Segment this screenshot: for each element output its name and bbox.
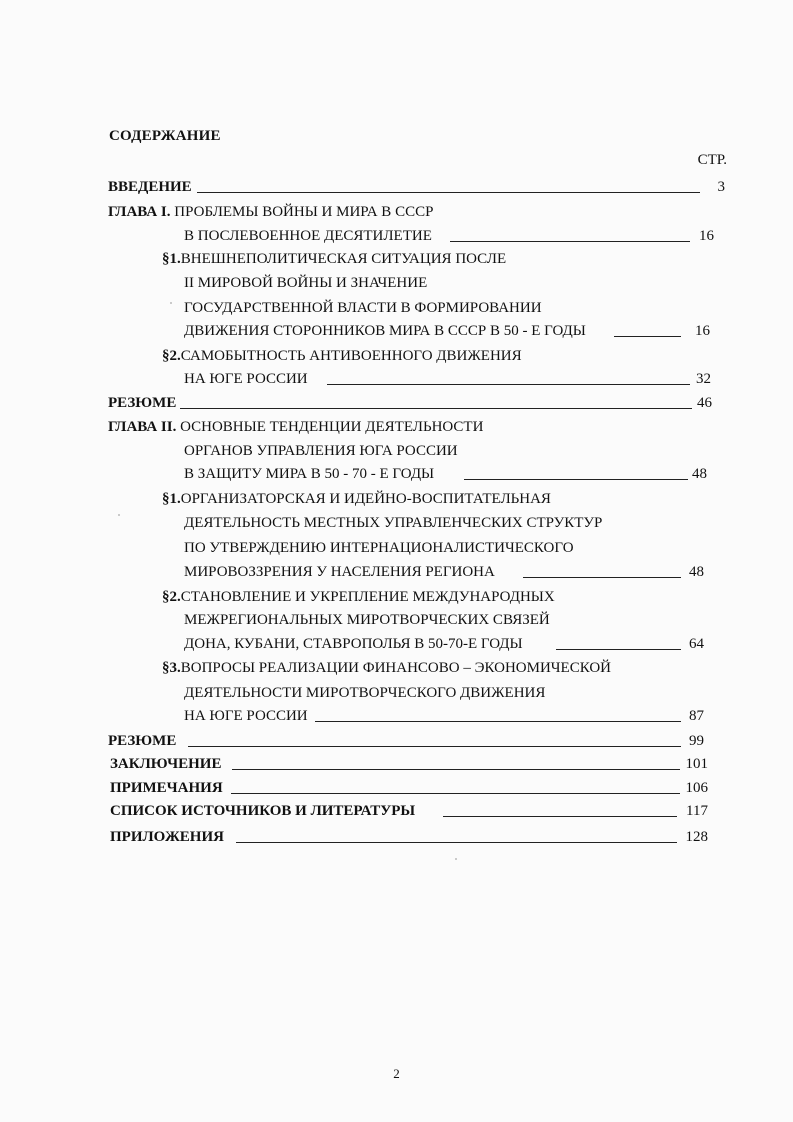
leader-line xyxy=(443,816,677,817)
toc-entry xyxy=(184,537,574,559)
toc-entry-text: ДВИЖЕНИЯ СТОРОННИКОВ МИРА В СССР В 50 - Е ГОДЫ xyxy=(184,323,586,339)
toc-entry-heading: ЗАКЛЮЧЕНИЕ xyxy=(110,756,222,772)
toc-entry-text: НА ЮГЕ РОССИИ xyxy=(184,708,308,724)
toc-page-number: 64 xyxy=(689,636,704,652)
page-column-header: СТР. xyxy=(697,152,727,168)
toc-page-number: 128 xyxy=(685,829,708,845)
toc-entry-text: МЕЖРЕГИОНАЛЬНЫХ МИРОТВОРЧЕСКИХ СВЯЗЕЙ xyxy=(184,612,550,628)
toc-entry xyxy=(110,777,223,799)
toc-entry xyxy=(108,416,483,438)
toc-entry-heading: ГЛАВА II. xyxy=(108,419,177,435)
scan-speck xyxy=(455,858,457,860)
toc-page-number: 16 xyxy=(699,228,714,244)
toc-entry-heading: §1. xyxy=(162,251,181,267)
toc-entry-heading: ПРИМЕЧАНИЯ xyxy=(110,780,223,796)
leader-line xyxy=(464,479,688,480)
toc-entry-text: ДЕЯТЕЛЬНОСТЬ МЕСТНЫХ УПРАВЛЕНЧЕСКИХ СТРУКТУР xyxy=(184,515,603,531)
toc-entry xyxy=(184,705,308,727)
toc-page-number: 46 xyxy=(697,395,712,411)
leader-line xyxy=(236,842,677,843)
toc-entry xyxy=(110,826,224,848)
toc-entry-text: ПРОБЛЕМЫ ВОЙНЫ И МИРА В СССР xyxy=(170,204,434,220)
toc-entry-text: В ЗАЩИТУ МИРА В 50 - 70 - Е ГОДЫ xyxy=(184,466,435,482)
toc-entry xyxy=(184,368,308,390)
leader-line xyxy=(232,769,680,770)
toc-entry xyxy=(108,392,176,414)
leader-line xyxy=(231,793,680,794)
toc-entry xyxy=(108,730,176,752)
toc-entry xyxy=(184,440,458,462)
toc-entry xyxy=(162,488,551,510)
toc-entry-text: ОРГАНОВ УПРАВЛЕНИЯ ЮГА РОССИИ xyxy=(184,443,458,459)
toc-entry xyxy=(162,345,522,367)
toc-entry-heading: СПИСОК ИСТОЧНИКОВ И ЛИТЕРАТУРЫ xyxy=(110,803,416,819)
leader-line xyxy=(315,721,681,722)
toc-page-number: 3 xyxy=(717,179,725,195)
toc-page-number: 87 xyxy=(689,708,704,724)
toc-entry xyxy=(184,633,523,655)
toc-title: СОДЕРЖАНИЕ xyxy=(109,128,221,144)
toc-entry-text: ВОПРОСЫ РЕАЛИЗАЦИИ ФИНАНСОВО – ЭКОНОМИЧЕСКОЙ xyxy=(180,660,612,676)
toc-entry-heading: §2. xyxy=(162,348,181,364)
leader-line xyxy=(188,746,681,747)
toc-page-number: 16 xyxy=(695,323,710,339)
toc-page-number: 99 xyxy=(689,733,704,749)
toc-entry-text: ГОСУДАРСТВЕННОЙ ВЛАСТИ В ФОРМИРОВАНИИ xyxy=(184,300,542,316)
toc-entry-text: II МИРОВОЙ ВОЙНЫ И ЗНАЧЕНИЕ xyxy=(184,275,428,291)
leader-line xyxy=(523,577,681,578)
toc-entry-text: ОСНОВНЫЕ ТЕНДЕНЦИИ ДЕЯТЕЛЬНОСТИ xyxy=(176,419,484,435)
toc-entry-text: В ПОСЛЕВОЕННОЕ ДЕСЯТИЛЕТИЕ xyxy=(184,228,432,244)
toc-entry xyxy=(184,561,495,583)
toc-entry-text: ДЕЯТЕЛЬНОСТИ МИРОТВОРЧЕСКОГО ДВИЖЕНИЯ xyxy=(184,685,546,701)
leader-line xyxy=(556,649,681,650)
toc-page-number: 32 xyxy=(696,371,711,387)
toc-entry-heading: ГЛАВА I. xyxy=(108,204,171,220)
toc-entry-text: СТАНОВЛЕНИЕ И УКРЕПЛЕНИЕ МЕЖДУНАРОДНЫХ xyxy=(180,589,555,605)
toc-entry xyxy=(184,609,550,631)
leader-line xyxy=(450,241,690,242)
toc-entry xyxy=(110,800,415,822)
toc-entry xyxy=(184,225,432,247)
leader-line xyxy=(327,384,690,385)
toc-page-number: 106 xyxy=(685,780,708,796)
toc-entry xyxy=(108,201,433,223)
toc-entry xyxy=(184,272,427,294)
toc-entry-heading: §1. xyxy=(162,491,181,507)
toc-page-number: 101 xyxy=(685,756,708,772)
toc-entry xyxy=(184,463,434,485)
toc-entry-heading: ВВЕДЕНИЕ xyxy=(108,179,192,195)
toc-page-number: 48 xyxy=(689,564,704,580)
toc-entry xyxy=(110,753,221,775)
toc-page-number: 48 xyxy=(692,466,707,482)
toc-page-number: 117 xyxy=(686,803,708,819)
toc-entry-text: ПО УТВЕРЖДЕНИЮ ИНТЕРНАЦИОНАЛИСТИЧЕСКОГО xyxy=(184,540,574,556)
toc-entry-heading: РЕЗЮМЕ xyxy=(108,395,177,411)
toc-entry-text: ОРГАНИЗАТОРСКАЯ И ИДЕЙНО-ВОСПИТАТЕЛЬНАЯ xyxy=(180,491,551,507)
leader-line xyxy=(180,408,692,409)
toc-entry xyxy=(162,657,611,679)
toc-entry-heading: ПРИЛОЖЕНИЯ xyxy=(110,829,224,845)
toc-entry-text: ДОНА, КУБАНИ, СТАВРОПОЛЬЯ В 50-70-Е ГОДЫ xyxy=(184,636,523,652)
toc-entry-heading: §3. xyxy=(162,660,181,676)
toc-entry xyxy=(184,682,545,704)
toc-entry xyxy=(108,176,192,198)
toc-entry-text: МИРОВОЗЗРЕНИЯ У НАСЕЛЕНИЯ РЕГИОНА xyxy=(184,564,495,580)
scan-speck xyxy=(170,302,172,304)
toc-entry xyxy=(162,248,506,270)
toc-entry-heading: РЕЗЮМЕ xyxy=(108,733,177,749)
leader-line xyxy=(197,192,700,193)
toc-entry-text: ВНЕШНЕПОЛИТИЧЕСКАЯ СИТУАЦИЯ ПОСЛЕ xyxy=(180,251,507,267)
toc-entry-text: НА ЮГЕ РОССИИ xyxy=(184,371,308,387)
toc-entry xyxy=(184,320,586,342)
toc-entry-text: САМОБЫТНОСТЬ АНТИВОЕННОГО ДВИЖЕНИЯ xyxy=(180,348,522,364)
toc-entry-heading: §2. xyxy=(162,589,181,605)
scan-speck xyxy=(118,514,120,516)
page-number-footer: 2 xyxy=(393,1066,400,1081)
toc-entry xyxy=(184,297,542,319)
toc-entry xyxy=(162,586,555,608)
toc-entry xyxy=(184,512,602,534)
